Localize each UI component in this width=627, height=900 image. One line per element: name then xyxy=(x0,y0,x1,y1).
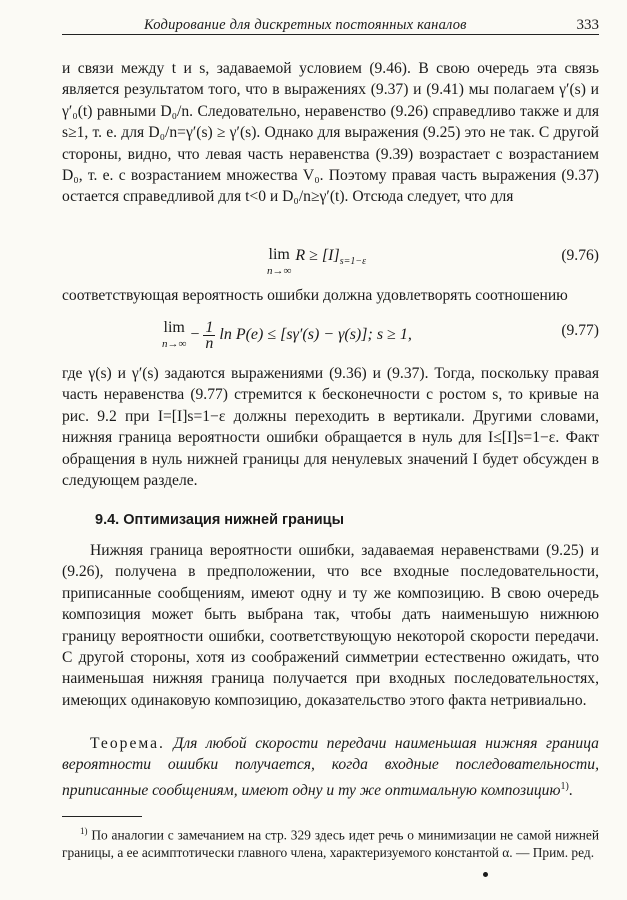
paragraph-2b: где γ(s) и γ′(s) задаются выражениями (9.36) и (9.37). Тогда, поскольку правая часть неравенства (9.77) стремится к бесконечности с ростом s, то кривые на рис. 9.2 при I=[I]s=1−ε должны переходить в вертикали. Другими словами, нижняя граница вероятности ошибки обращается в нуль для I≤[I]s=1−ε. Факт обращения в нуль нижней границы для ненулевых значений I будет обсужден в следующем разделе. xyxy=(62,365,599,490)
page-number: 333 xyxy=(576,17,599,33)
page-header xyxy=(62,14,599,35)
equation-expression: R ≥ [I] xyxy=(295,247,340,264)
lim-operator: lim n→∞ xyxy=(162,319,187,350)
equation-9-77: lim n→∞ − $\frac{1}{n}$ ln P(e) ≤ [sγ′(s) − γ(s)]; s ≥ 1, (9.77) xyxy=(162,319,599,352)
equation-expression: ln P(e) ≤ [sγ′(s) − γ(s)]; s ≥ 1, xyxy=(219,326,412,344)
footnote-mark: 1) xyxy=(80,826,88,836)
equation-number: (9.76) xyxy=(561,247,599,264)
paragraph-2: соответствующая вероятность ошибки должна удовлетворять соотношению xyxy=(62,287,568,304)
running-title: Кодирование для дискретных постоянных каналов xyxy=(144,17,467,33)
paragraph-3: Нижняя граница вероятности ошибки, задаваемая неравенствами (9.25) и (9.26), получена в предположении, что все входные последовательности, приписанные сообщениям, имеют одну и ту же композицию. В свою очередь композиция может быть выбрана так, чтобы дать наименьшую нижнюю границу вероятности ошибки, соответствующую некоторой скорости передачи. С другой стороны, хотя из соображений симметрии естественно ожидать, что наименьшая нижняя граница получается при входных последовательностях, имеющих одинаковую композицию, доказательство этого факта нетривиально. xyxy=(62,542,599,709)
footnote-divider xyxy=(62,816,142,817)
equation-9-76 xyxy=(62,247,599,283)
footnote-text: По аналогии с замечанием на стр. 329 здесь идет речь о минимизации не самой нижней границы, а ее асимптотически главного члена, характеризуемого константой α. — Прим. ред. xyxy=(62,827,599,861)
theorem: Теорема. Для любой скорости передачи наименьшая нижняя граница вероятности ошибки получается, когда входные последовательности, приписанные сообщениям, имеют одну и ту же оптимальную композицию$^{1)}$. xyxy=(62,735,599,799)
footnote-reference: 1) xyxy=(560,780,569,792)
lim-operator: lim n→∞ xyxy=(267,246,292,277)
print-mark xyxy=(483,872,488,877)
theorem-text: Для любой скорости передачи наименьшая нижняя граница вероятности ошибки получается, когда входные последовательности, приписанные сообщениям, имеют одну и ту же оптимальную композицию xyxy=(62,735,599,799)
fraction: $\frac{1}{n}$ xyxy=(205,319,214,352)
footnote xyxy=(62,822,599,862)
equation-subscript: s=1−ε xyxy=(339,256,367,268)
section-title: 9.4. Оптимизация нижней границы xyxy=(95,512,344,528)
paragraph-1: и связи между t и s, задаваемой условием (9.46). В свою очередь эта связь является результатом того, что в выражениях (9.37) и (9.41) мы полагаем γ′(s) и γ′₀(t) равными D₀/n. Следовательно, неравенство (9.26) справедливо также и для s≥1, т. е. для D₀/n=γ′(s) ≥ γ′(s). Однако для выражения (9.25) это не так. С другой стороны, видно, что левая часть неравенства (9.39) возрастает с возрастанием D₀, т. е. с возрастанием множества V₀. Поэтому правая часть выражения (9.37) остается справедливой для t<0 и D₀/n≥γ′(t). Отсюда следует, что для xyxy=(62,60,599,206)
theorem-label: Теорема. xyxy=(90,735,165,752)
equation-number: (9.77) xyxy=(561,322,599,339)
